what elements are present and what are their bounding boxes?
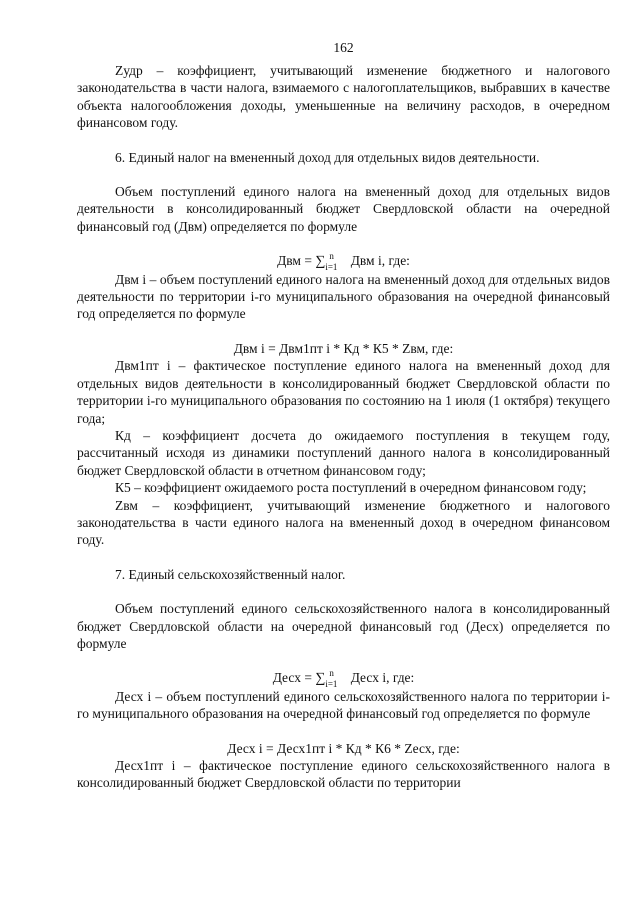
formula-dvm-i: Двм i = Двм1пт i * Кд * К5 * Zвм, где: bbox=[233, 340, 454, 356]
sum-lower-limit: i=1 bbox=[325, 679, 338, 690]
formula-desh-sum bbox=[77, 668, 610, 690]
paragraph-dvm1pt: Двм1пт i – фактическое поступление единого налога на вмененный доход для отдельных видов деятельности в консолидированный бюджет Свердловской области по территории i-го муниципального образования по состоянию на 1 июля (1 октября) текущего года; bbox=[77, 358, 610, 426]
sum-upper-limit: n bbox=[329, 251, 334, 262]
paragraph-desh-intro: Объем поступлений единого сельскохозяйственного налога в консолидированный бюджет Свердловской области на очередной финансовый год (Десх) определяется по формуле bbox=[77, 601, 610, 651]
formula-desh-i: Десх i = Десх1пт i * Кд * К6 * Zесх, где: bbox=[227, 740, 460, 756]
document-body bbox=[77, 62, 610, 792]
sum-lower-limit: i=1 bbox=[325, 262, 338, 273]
sum-symbol: ∑ bbox=[315, 254, 326, 270]
formula-dvm-right: Двм i, где: bbox=[347, 253, 410, 269]
formula-desh-left: Десх = bbox=[272, 670, 316, 686]
sum-symbol: ∑ bbox=[315, 671, 326, 687]
paragraph-dvm-intro: Объем поступлений единого налога на вмененный доход для отдельных видов деятельности в консолидированный бюджет Свердловской области на очередной финансовый год (Двм) определяется по формуле bbox=[77, 184, 610, 234]
formula-dvm-sum bbox=[77, 251, 610, 273]
section-heading-6: 6. Единый налог на вмененный доход для отдельных видов деятельности. bbox=[115, 149, 540, 165]
paragraph-zvm: Zвм – коэффициент, учитывающий изменение бюджетного и налогового законодательства в части единого налога на вмененный доход в очередном финансовом году. bbox=[77, 497, 610, 548]
paragraph-dvm-i: Двм i – объем поступлений единого налога на вмененный доход для отдельных видов деятельности по территории i-го муниципального образования на очередной финансовый год определяется по формуле bbox=[77, 271, 610, 322]
paragraph-zudr: Zудр – коэффициент, учитывающий изменение бюджетного и налогового законодательства в части налога, взимаемого с налогоплательщиков, выбравших в качестве объекта налогообложения доходы, уменьшенные на величину расходов, в очередном финансовом году. bbox=[77, 63, 610, 131]
paragraph-desh1pt: Десх1пт i – фактическое поступление единого сельскохозяйственного налога в консолидированный бюджет Свердловской области по территории bbox=[77, 758, 610, 791]
sum-upper-limit: n bbox=[329, 668, 334, 679]
section-heading-7: 7. Единый сельскохозяйственный налог. bbox=[115, 566, 346, 582]
paragraph-desh-i: Десх i – объем поступлений единого сельскохозяйственного налога по территории i-го муниципального образования на очередной финансовый год определяется по формуле bbox=[77, 688, 610, 722]
paragraph-k5: К5 – коэффициент ожидаемого роста поступлений в очередном финансовом году; bbox=[115, 480, 587, 496]
formula-desh-right: Десх i, где: bbox=[347, 670, 415, 686]
paragraph-kd: Кд – коэффициент досчета до ожидаемого поступления в текущем году, рассчитанный исходя из динамики поступлений данного налога в консолидированный бюджет Свердловской области в отчетном финансовом году; bbox=[77, 427, 610, 478]
formula-dvm-left: Двм = bbox=[277, 253, 316, 269]
page-number: 162 bbox=[333, 40, 354, 55]
